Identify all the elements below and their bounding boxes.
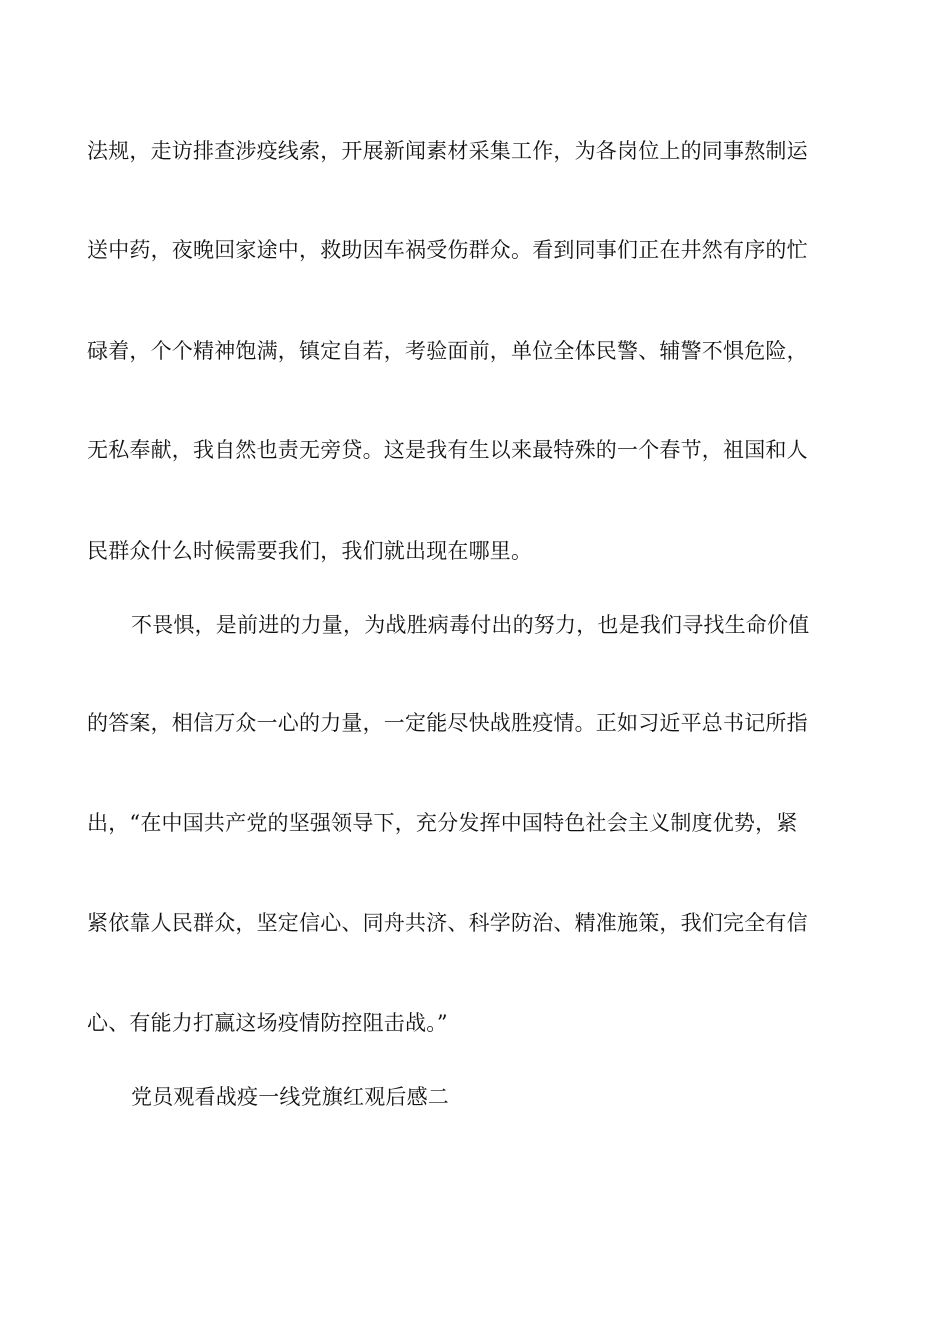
- paragraph-line: 民群众什么时候需要我们，我们就出现在哪里。: [87, 539, 533, 563]
- paragraph-line: 送中药，夜晚回家途中，救助因车祸受伤群众。看到同事们正在井然有序的忙: [87, 238, 808, 262]
- paragraph-line: 碌着，个个精神饱满，镇定自若，考验面前，单位全体民警、辅警不惧危险，: [87, 339, 808, 363]
- paragraph-line: 的答案，相信万众一心的力量，一定能尽快战胜疫情。正如习近平总书记所指: [87, 711, 808, 735]
- paragraph-line: 出，“在中国共产党的坚强领导下，充分发挥中国特色社会主义制度优势，紧: [87, 811, 798, 835]
- paragraph-line: 无私奉献，我自然也责无旁贷。这是我有生以来最特殊的一个春节，祖国和人: [87, 438, 808, 462]
- paragraph-line: 紧依靠人民群众，坚定信心、同舟共济、科学防治、精准施策，我们完全有信: [87, 911, 808, 935]
- paragraph-line: 心、有能力打赢这场疫情防控阻击战。”: [87, 1011, 448, 1035]
- paragraph-line: 法规，走访排查涉疫线索，开展新闻素材采集工作，为各岗位上的同事熬制运: [87, 139, 808, 163]
- paragraph-line: 不畏惧，是前进的力量，为战胜病毒付出的努力，也是我们寻找生命价值: [131, 613, 810, 637]
- section-heading: 党员观看战疫一线党旗红观后感二: [131, 1085, 449, 1109]
